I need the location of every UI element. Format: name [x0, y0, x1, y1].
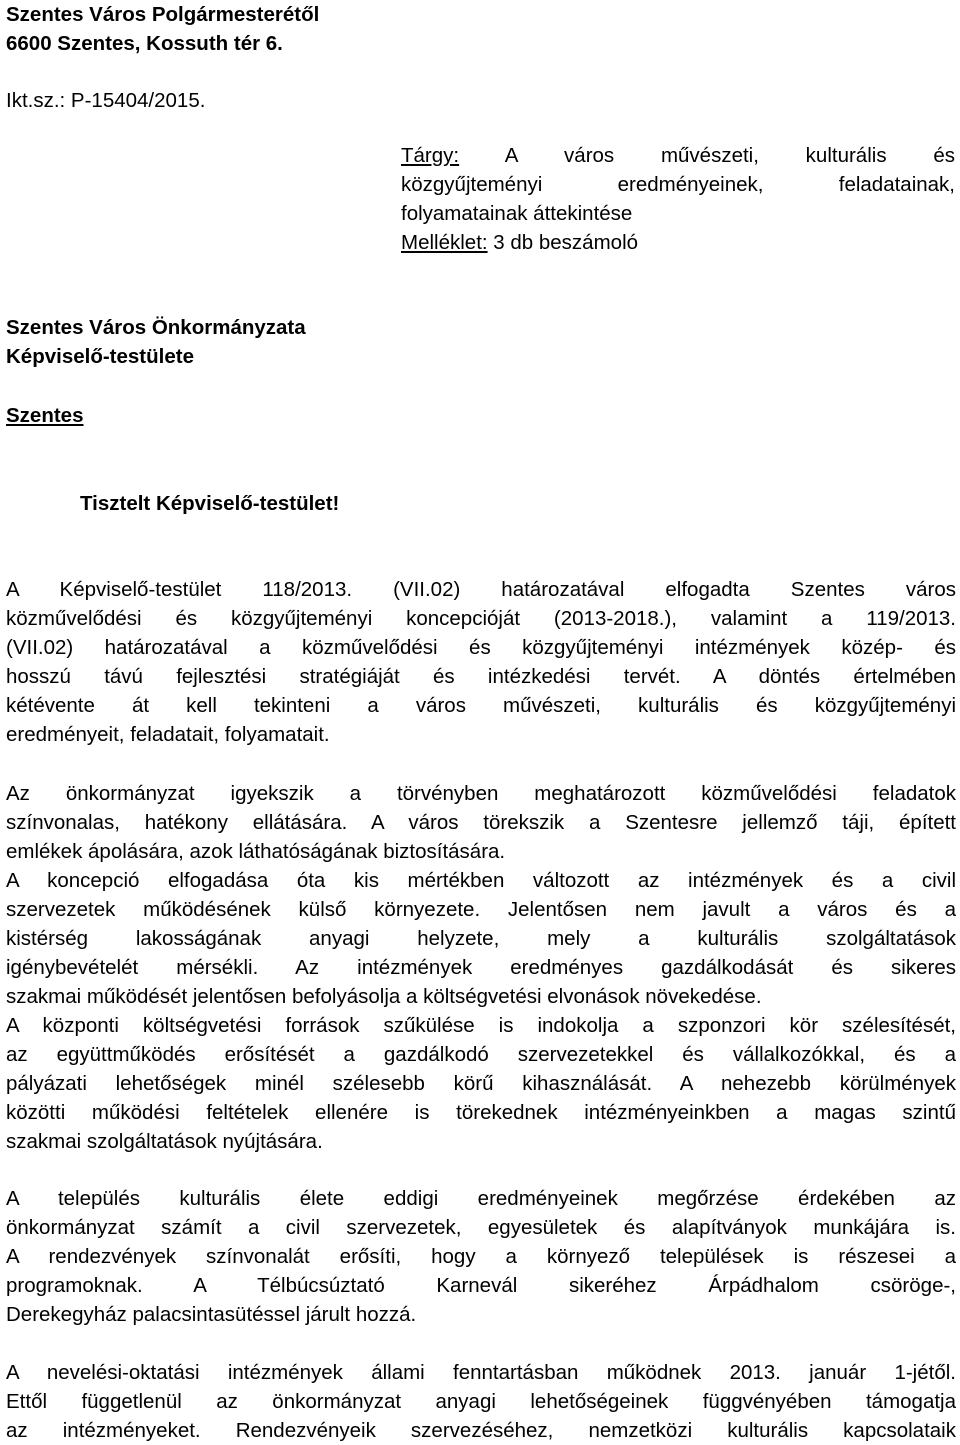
- paragraph-line: közötti működési feltételek ellenére is törekednek intézményeinkben a magas szintű: [6, 1101, 956, 1124]
- subject-line-3: folyamatainak áttekintése: [401, 202, 633, 225]
- paragraph-line: az együttműködés erősítését a gazdálkodó szervezetekkel és vállalkozókkal, és a: [6, 1043, 956, 1066]
- paragraph-line: A központi költségvetési források szűkülése is indokolja a szponzori kör szélesítését,: [6, 1014, 956, 1037]
- paragraph-line: Derekegyház palacsintasütéssel járult hozzá.: [6, 1303, 417, 1326]
- attachment-text: 3 db beszámoló: [487, 231, 639, 254]
- subject-text-1: A város művészeti, kulturális és: [459, 144, 955, 167]
- addressee-block: [6, 313, 306, 371]
- letter-header: [6, 0, 319, 58]
- paragraph-line: pályázati lehetőségek minél szélesebb körű kihasználását. A nehezebb körülmények: [6, 1072, 956, 1095]
- paragraph-line: (VII.02) határozatával a közművelődési és közgyűjteményi intézmények közép- és: [6, 636, 956, 659]
- addressee-line-1: Szentes Város Önkormányzata: [6, 316, 306, 339]
- paragraph-line: szakmai szolgáltatások nyújtására.: [6, 1130, 323, 1153]
- paragraph-line: szakmai működését jelentősen befolyásolja a költségvetési elvonások növekedése.: [6, 985, 762, 1008]
- paragraph-1: [6, 575, 956, 749]
- paragraph-line: emlékek ápolására, azok láthatóságának biztosítására.: [6, 840, 506, 863]
- paragraph-line: kétévente át kell tekinteni a város művészeti, kulturális és közgyűjteményi: [6, 694, 956, 717]
- sender-name: Szentes Város Polgármesterétől: [6, 3, 320, 26]
- attachment-label: Melléklet:: [401, 231, 488, 254]
- paragraph-line: programoknak. A Télbúcsúztató Karnevál sikeréhez Árpádhalom csöröge-,: [6, 1274, 956, 1297]
- paragraph-line: színvonalas, hatékony ellátására. A város törekszik a Szentesre jellemző táji, épített: [6, 811, 956, 834]
- subject-block: [401, 141, 955, 257]
- paragraph-line: A nevelési-oktatási intézmények állami fenntartásban működnek 2013. január 1-jétől.: [6, 1361, 956, 1384]
- sender-address: 6600 Szentes, Kossuth tér 6.: [6, 32, 283, 55]
- attachment-line: [401, 228, 955, 257]
- reference-number: Ikt.sz.: P-15404/2015.: [6, 89, 206, 112]
- paragraph-line: az intézményeket. Rendezvényeik szervezéséhez, nemzetközi kulturális kapcsolataik: [6, 1419, 956, 1442]
- paragraph-2: [6, 779, 956, 1156]
- paragraph-line: Az önkormányzat igyekszik a törvényben meghatározott közművelődési feladatok: [6, 782, 956, 805]
- salutation: Tisztelt Képviselő-testület!: [80, 492, 340, 515]
- subject-label: Tárgy:: [401, 144, 460, 167]
- subject-line-1: [401, 141, 955, 170]
- paragraph-line: kistérség lakosságának anyagi helyzete, mely a kulturális szolgáltatások: [6, 927, 956, 950]
- paragraph-4: [6, 1358, 956, 1445]
- paragraph-line: hosszú távú fejlesztési stratégiáját és intézkedési tervét. A döntés értelmében: [6, 665, 956, 688]
- paragraph-line: közművelődési és közgyűjteményi koncepcióját (2013-2018.), valamint a 119/2013.: [6, 607, 956, 630]
- addressee-line-2: Képviselő-testülete: [6, 345, 194, 368]
- paragraph-line: A Képviselő-testület 118/2013. (VII.02) határozatával elfogadta Szentes város: [6, 578, 956, 601]
- paragraph-line: igénybevételét mérsékli. Az intézmények eredményes gazdálkodását és sikeres: [6, 956, 956, 979]
- paragraph-line: önkormányzat számít a civil szervezetek, egyesületek és alapítványok munkájára is.: [6, 1216, 956, 1239]
- paragraph-line: A rendezvények színvonalát erősíti, hogy a környező települések is részesei a: [6, 1245, 956, 1268]
- paragraph-line: Ettől függetlenül az önkormányzat anyagi lehetőségeinek függvényében támogatja: [6, 1390, 956, 1413]
- subject-line-2: közgyűjteményi eredményeinek, feladatainak,: [401, 173, 955, 196]
- paragraph-line: eredményeit, feladatait, folyamatait.: [6, 723, 330, 746]
- paragraph-line: A koncepció elfogadása óta kis mértékben változott az intézmények és a civil: [6, 869, 956, 892]
- addressee-city: Szentes: [6, 404, 84, 427]
- paragraph-line: szervezetek működésének külső környezete. Jelentősen nem javult a város és a: [6, 898, 956, 921]
- paragraph-line: A település kulturális élete eddigi eredményeinek megőrzése érdekében az: [6, 1187, 956, 1210]
- paragraph-3: [6, 1184, 956, 1329]
